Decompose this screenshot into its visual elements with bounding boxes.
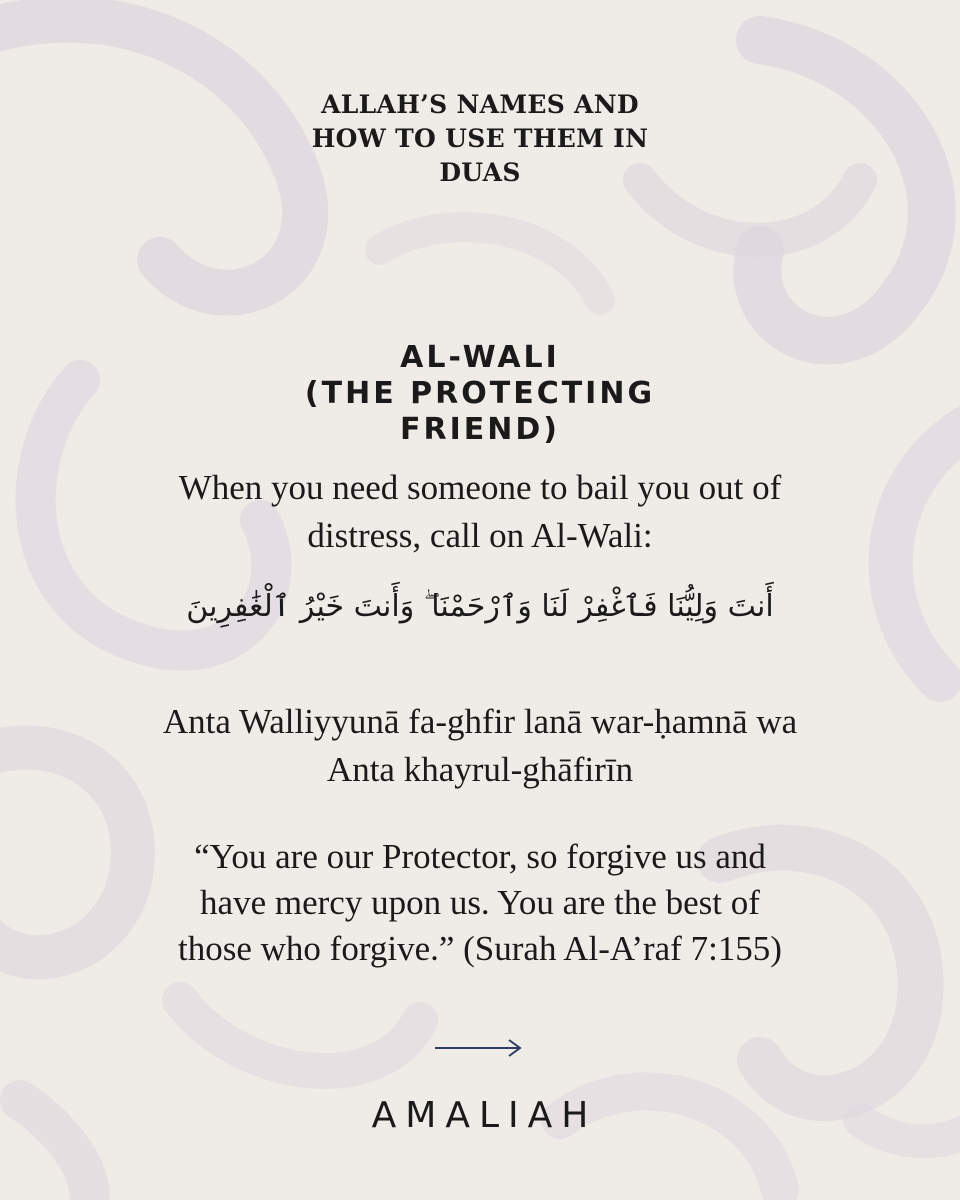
series-title-line: ALLAH’S NAMES AND <box>321 90 639 119</box>
transliteration-line: Anta khayrul-ghāfirīn <box>326 750 634 789</box>
divine-name-line: AL-WALI <box>400 340 560 375</box>
divine-name-line: (THE PROTECTING <box>304 376 656 411</box>
series-title-line: HOW TO USE THEM IN <box>311 124 649 153</box>
transliteration-line: Anta Walliyyunā fa-ghfir lanā war-ḥamnā wa <box>162 702 798 741</box>
series-title-line: DUAS <box>439 158 521 187</box>
translation-line: “You are our Protector, so forgive us and <box>194 837 766 876</box>
transliteration <box>0 698 960 794</box>
brand-logo: AMALIAH <box>371 1095 598 1136</box>
arabic-dua: أَنتَ وَلِيُّنَا فَٱغْفِرْ لَنَا وَٱرْحَمْنَا ۖ وَأَنتَ خَيْرُ ٱلْغَٰفِرِينَ <box>186 589 774 624</box>
intro-line: When you need someone to bail you out of <box>178 468 782 507</box>
translation-line: those who forgive.” (Surah Al-A’raf 7:155) <box>178 929 782 968</box>
intro-text <box>0 464 960 560</box>
translation <box>0 834 960 972</box>
series-title <box>0 88 960 190</box>
divine-name-title <box>0 340 960 448</box>
intro-line: distress, call on Al-Wali: <box>307 516 653 555</box>
translation-line: have mercy upon us. You are the best of <box>200 883 760 922</box>
divine-name-line: FRIEND) <box>400 412 560 447</box>
arrow-right-icon[interactable] <box>433 1036 525 1060</box>
